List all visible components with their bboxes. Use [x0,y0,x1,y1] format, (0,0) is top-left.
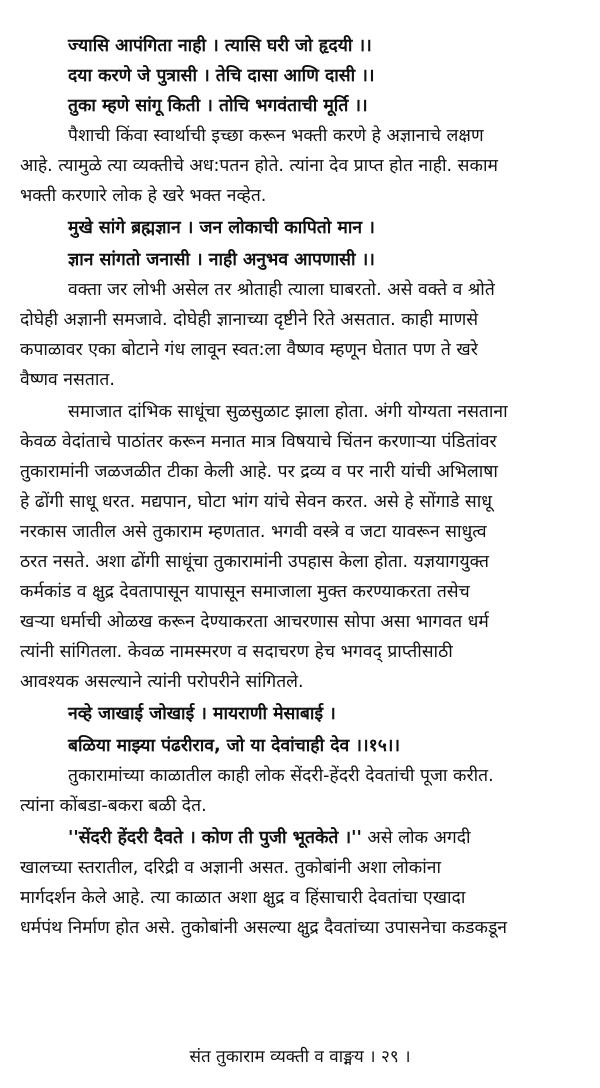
paragraph-line: वैष्णव नसतात. [20,370,115,390]
paragraph-line: वक्ता जर लोभी असेल तर श्रोताही त्याला घाबरतो. असे वक्ते व श्रोते [68,280,495,300]
verse-line: बळिया माझ्या पंढरीराव, जो या देवांचाही देव ।।१५।। [68,736,401,756]
paragraph-line: त्यांनी सांगितला. केवळ नामस्मरण व सदाचरण हेच भगवद् प्राप्तीसाठी [20,642,453,662]
paragraph-line: पैशाची किंवा स्वार्थाची इच्छा करून भक्ती करणे हे अज्ञानाचे लक्षण [68,126,484,146]
paragraph-line: आवश्यक असल्याने त्यांनी परोपरीने सांगितले. [20,672,304,692]
paragraph-line: खऱ्या धर्माची ओळख करून देण्याकरता आचरणास सोपा असा भागवत धर्म [20,612,489,632]
paragraph-line: ठरत नसते. अशा ढोंगी साधूंचा तुकारामांनी उपहास केला होता. यज्ञयागयुक्त [20,552,489,572]
verse-line: नव्हे जाखाई जोखाई । मायराणी मेसाबाई । [68,704,336,724]
inline-text: असे लोक अगदी [361,828,471,848]
verse-line: मुखे सांगे ब्रह्मज्ञान । जन लोकाची कापितो मान । [68,218,375,238]
paragraph-line: नरकास जातील असे तुकाराम म्हणतात. भगवी वस्त्रे व जटा यावरून साधुत्व [20,522,487,542]
paragraph-line: कपाळावर एका बोटाने गंध लावून स्वत:ला वैष्णव म्हणून घेतात पण ते खरे [20,340,478,360]
paragraph-line: केवळ वेदांताचे पाठांतर करून मनात मात्र विषयाचे चिंतन करणाऱ्या पंडितांवर [20,432,497,452]
paragraph-line: खालच्या स्तरातील, दरिद्री व अज्ञानी असत. तुकोबांनी अशा लोकांना [20,858,442,878]
paragraph-line: समाजात दांभिक साधूंचा सुळसुळाट झाला होता. अंगी योग्यता नसताना [68,402,508,422]
paragraph-line: हे ढोंगी साधू धरत. मद्यपान, घोटा भांग यांचे सेवन करत. असे हे सोंगाडे साधू [20,492,493,512]
paragraph-line: दोघेही अज्ञानी समजावे. दोघेही ज्ञानाच्या दृष्टीने रिते असतात. काही माणसे [20,310,479,330]
paragraph-line: त्यांना कोंबडा-बकरा बळी देत. [20,796,207,816]
paragraph-line [68,824,471,852]
paragraph-line: तुकारामांनी जळजळीत टीका केली आहे. पर द्रव्य व पर नारी यांची अभिलाषा [20,462,498,482]
verse-line: दया करणे जे पुत्रासी । तेचि दासा आणि दासी ।। [68,66,375,86]
verse-line: ज्यासि आपंगिता नाही । त्यासि घरी जो हृदयी ।। [68,36,372,56]
verse-line: तुका म्हणे सांगू किती । तोचि भगवंताची मूर्ति ।। [68,96,368,116]
paragraph-line: मार्गदर्शन केले आहे. त्या काळात अशा क्षुद्र व हिंसाचारी देवतांचा एखादा [20,888,466,908]
verse-line: ज्ञान सांगतो जनासी । नाही अनुभव आपणासी ।। [68,250,375,270]
inline-quote: ''सेंदरी हेंदरी दैवते । कोण ती पुजी भूतकेते ।'' [68,828,362,848]
paragraph-line: आहे. त्यामुळे त्या व्यक्तीचे अध:पतन होते. त्यांना देव प्राप्त होत नाही. सकाम [20,156,498,176]
paragraph-line: तुकारामांच्या काळातील काही लोक सेंदरी-हेंदरी देवतांची पूजा करीत. [68,766,494,786]
paragraph-line: धर्मपंथ निर्माण होत असे. तुकोबांनी असल्या क्षुद्र दैवतांच्या उपासनेचा कडकडून [20,918,508,938]
paragraph-line: भक्ती करणारे लोक हे खरे भक्त नव्हेत. [20,186,267,206]
page-footer: संत तुकाराम व्यक्ती व वाङ्मय । २९ । [189,1047,411,1067]
paragraph-line: कर्मकांड व क्षुद्र देवतापासून यापासून समाजाला मुक्त करण्याकरता तसेच [20,582,470,602]
